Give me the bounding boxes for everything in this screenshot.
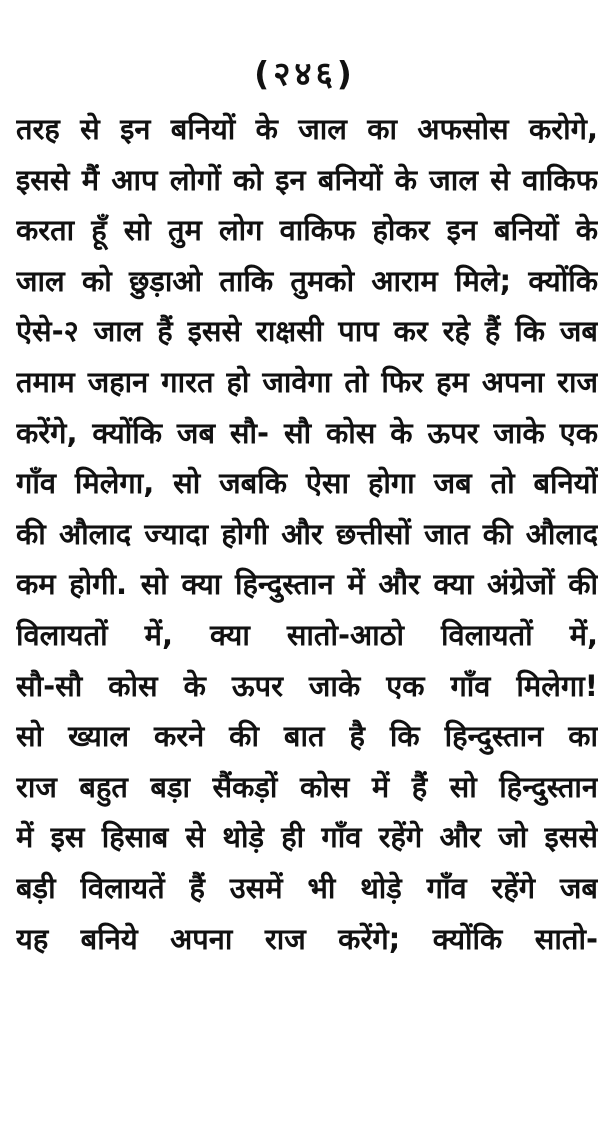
text-line: करेंगे, क्योंकि जब सौ- सौ कोस के ऊपर जाके एक xyxy=(16,415,598,450)
page-number: (२४६) xyxy=(254,54,356,93)
text-line: गाँव मिलेगा, सो जबकि ऐसा होगा जब तो बनियों xyxy=(16,466,598,501)
text-line: विलायतों में, क्या सातो-आठो विलायतों में, xyxy=(16,617,598,652)
text-line: जाल को छुड़ाओ ताकि तुमको आराम मिले; क्योंकि xyxy=(16,263,598,298)
text-line: तरह से इन बनियों के जाल का अफसोस करोगे, xyxy=(16,112,598,146)
text-line: कम होगी. सो क्या हिन्दुस्तान में और क्या अंग्रेजों की xyxy=(16,567,598,602)
text-line: सो ख्याल करने की बात है कि हिन्दुस्तान का xyxy=(16,719,598,754)
text-line: बड़ी विलायतें हैं उसमें भी थोड़े गाँव रहेंगे जब xyxy=(16,870,598,905)
text-line: ऐसे-२ जाल हैं इससे राक्षसी पाप कर रहे हैं कि जब xyxy=(16,314,598,349)
text-line: में इस हिसाब से थोड़े ही गाँव रहेंगे और जो इससे xyxy=(16,820,598,855)
text-line: करता हूँ सो तुम लोग वाकिफ होकर इन बनियों के xyxy=(16,213,598,248)
body-text xyxy=(16,104,598,964)
text-line: राज बहुत बड़ा सैंकड़ों कोस में हैं सो हिन्दुस्तान xyxy=(16,769,598,804)
text-line: की औलाद ज्यादा होगी और छत्तीसों जात की औलाद xyxy=(16,516,598,551)
text-line: यह बनिये अपना राज करेंगे; क्योंकि सातो- xyxy=(16,921,598,956)
text-line: सौ-सौ कोस के ऊपर जाके एक गाँव मिलेगा! xyxy=(16,668,598,703)
text-line: इससे मैं आप लोगों को इन बनियों के जाल से वाकिफ xyxy=(16,162,598,197)
text-line: तमाम जहान गारत हो जावेगा तो फिर हम अपना राज xyxy=(16,364,598,399)
